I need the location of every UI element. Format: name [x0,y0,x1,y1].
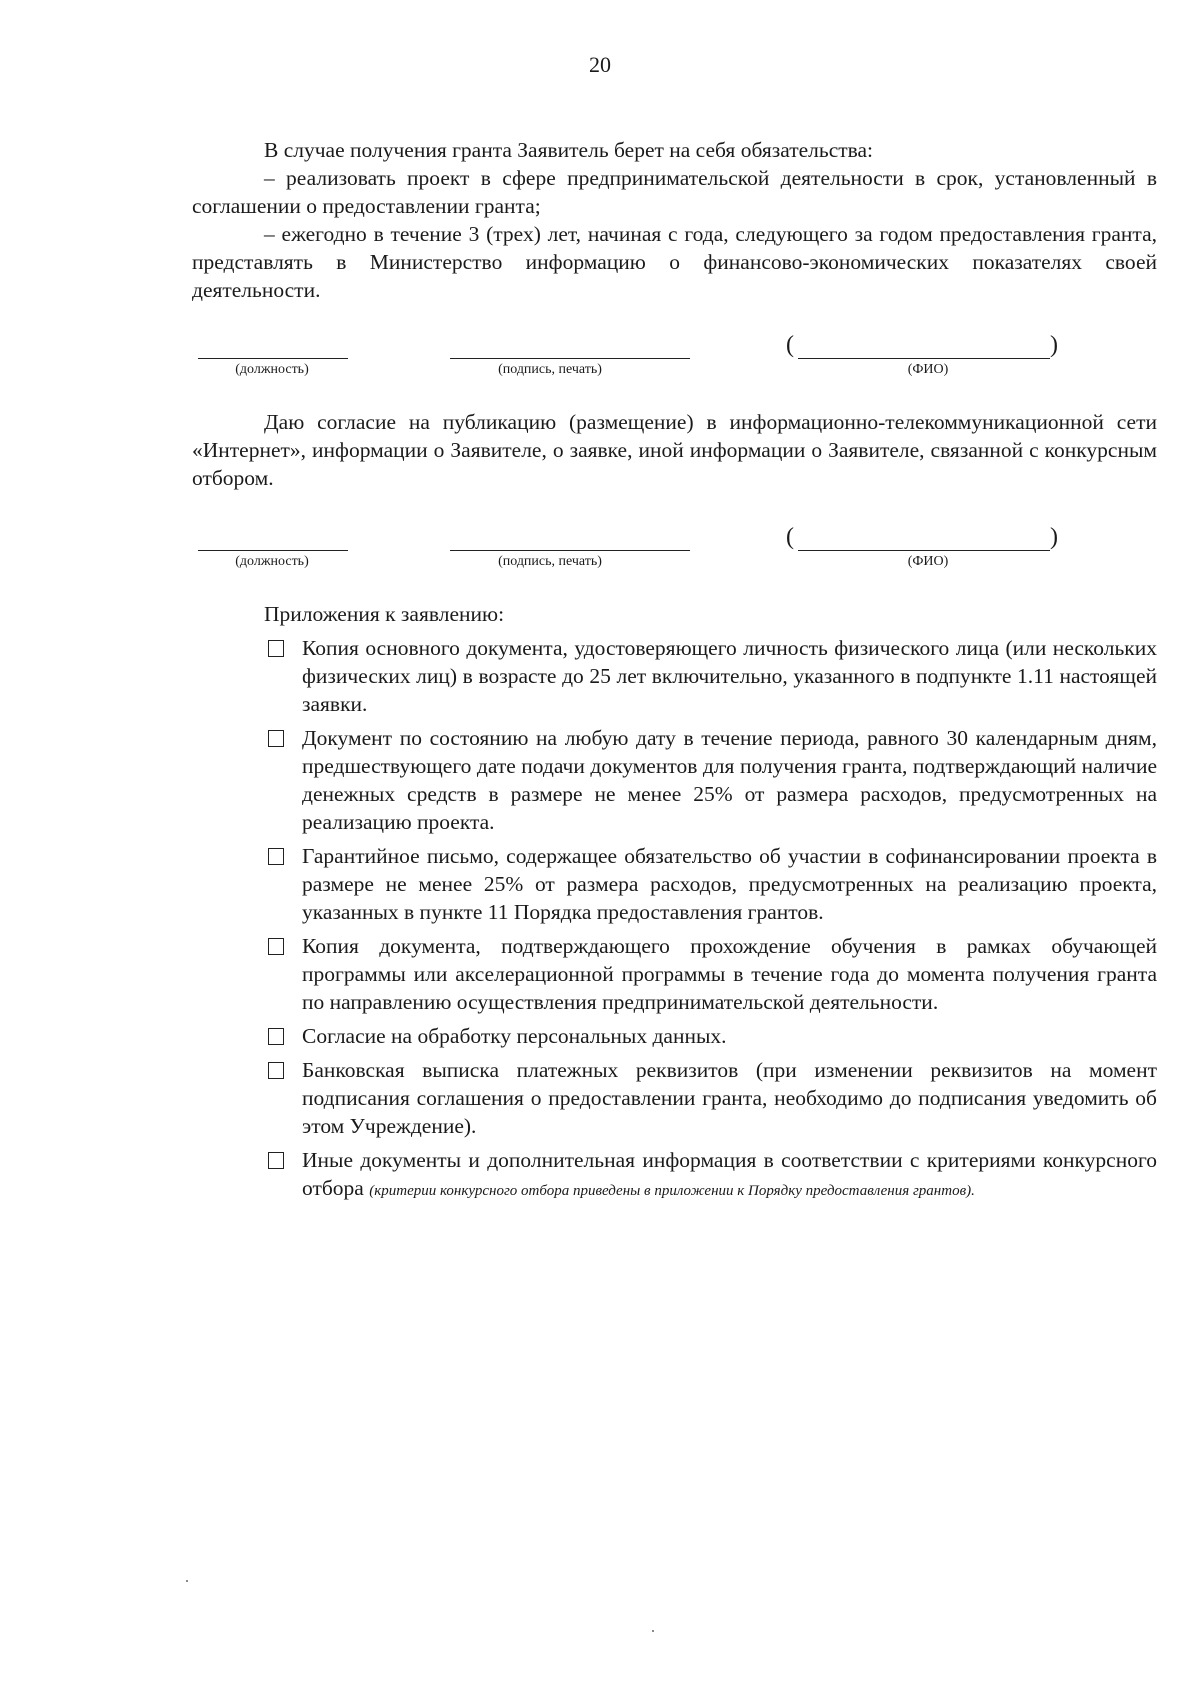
attachment-text: Гарантийное письмо, содержащее обязательство об участии в софинансировании проекта в размере не менее 25% от размера расходов, предусмотренных на реализацию проекта, указанных в пункте 11 Порядка предоставления грантов. [302,844,1157,924]
attachment-checkbox[interactable] [268,730,284,747]
attachment-checkbox[interactable] [268,1152,284,1169]
close-paren: ) [1050,524,1058,550]
attachment-checkbox[interactable] [268,1062,284,1079]
obligation-item: – ежегодно в течение 3 (трех) лет, начиная с года, следующего за годом предоставления гранта, представлять в Министерство информацию о финансово-экономических показателях своей деятельности. [192,222,1157,302]
obligations-intro: В случае получения гранта Заявитель берет на себя обязательства: [264,138,874,162]
signature-line [450,550,690,551]
attachment-checkbox[interactable] [268,938,284,955]
signature-block [192,524,1092,569]
scan-speck [652,1630,654,1632]
attachment-item [192,842,1157,926]
consent-text: Даю согласие на публикацию (размещение) в информационно-телекоммуникационной сети «Интернет», информации о Заявителе, о заявке, иной информации о Заявителе, связанной с конкурсным отбором. [192,410,1157,490]
name-line [798,550,1050,551]
signature-label: (подпись, печать) [498,554,602,569]
attachment-item [192,1146,1157,1205]
consent-section [192,408,1157,492]
attachment-note: (критерии конкурсного отбора приведены в приложении к Порядку предоставления грантов). [369,1183,975,1199]
name-label: (ФИО) [907,554,949,569]
name-line [798,358,1050,359]
attachment-item [192,634,1157,718]
position-label: (должность) [235,362,309,377]
open-paren: ( [786,524,794,550]
obligation-item: – реализовать проект в сфере предпринимательской деятельности в срок, установленный в соглашении о предоставлении гранта; [192,166,1157,218]
signature-line [450,358,690,359]
close-paren: ) [1050,332,1058,358]
name-label: (ФИО) [907,362,949,377]
attachment-checkbox[interactable] [268,1028,284,1045]
position-line [198,358,348,359]
position-line [198,550,348,551]
open-paren: ( [786,332,794,358]
signature-block [192,332,1092,377]
attachment-text: Согласие на обработку персональных данных. [302,1024,727,1048]
attachment-item [192,1056,1157,1140]
scan-speck [186,1580,188,1582]
attachment-checkbox[interactable] [268,848,284,865]
attachment-text: Иные документы и дополнительная информация в соответствии с критериями конкурсного отбора [302,1148,1157,1200]
obligations-section [192,136,1157,304]
attachment-item [192,1022,1157,1050]
attachment-item [192,932,1157,1016]
position-label: (должность) [235,554,309,569]
attachment-text: Копия основного документа, удостоверяющего личность физического лица (или нескольких физических лиц) в возрасте до 25 лет включительно, указанного в подпункте 1.11 настоящей заявки. [302,636,1157,716]
attachment-item [192,724,1157,836]
attachment-text: Банковская выписка платежных реквизитов (при изменении реквизитов на момент подписания соглашения о предоставлении гранта, необходимо до подписания уведомить об этом Учреждение). [302,1058,1157,1138]
page-number: 20 [589,52,611,77]
attachment-text: Документ по состоянию на любую дату в течение периода, равного 30 календарным дням, предшествующего дате подачи документов для получения гранта, подтверждающий наличие денежных средств в размере не менее 25% от размера расходов, предусмотренных на реализацию проекта. [302,726,1157,834]
signature-label: (подпись, печать) [498,362,602,377]
attachments-heading: Приложения к заявлению: [264,602,505,626]
attachment-checkbox[interactable] [268,640,284,657]
attachment-text: Копия документа, подтверждающего прохождение обучения в рамках обучающей программы или акселерационной программы в течение года до момента получения гранта по направлению осуществления предпринимательской деятельности. [302,934,1157,1014]
attachments-section [192,600,1157,1211]
